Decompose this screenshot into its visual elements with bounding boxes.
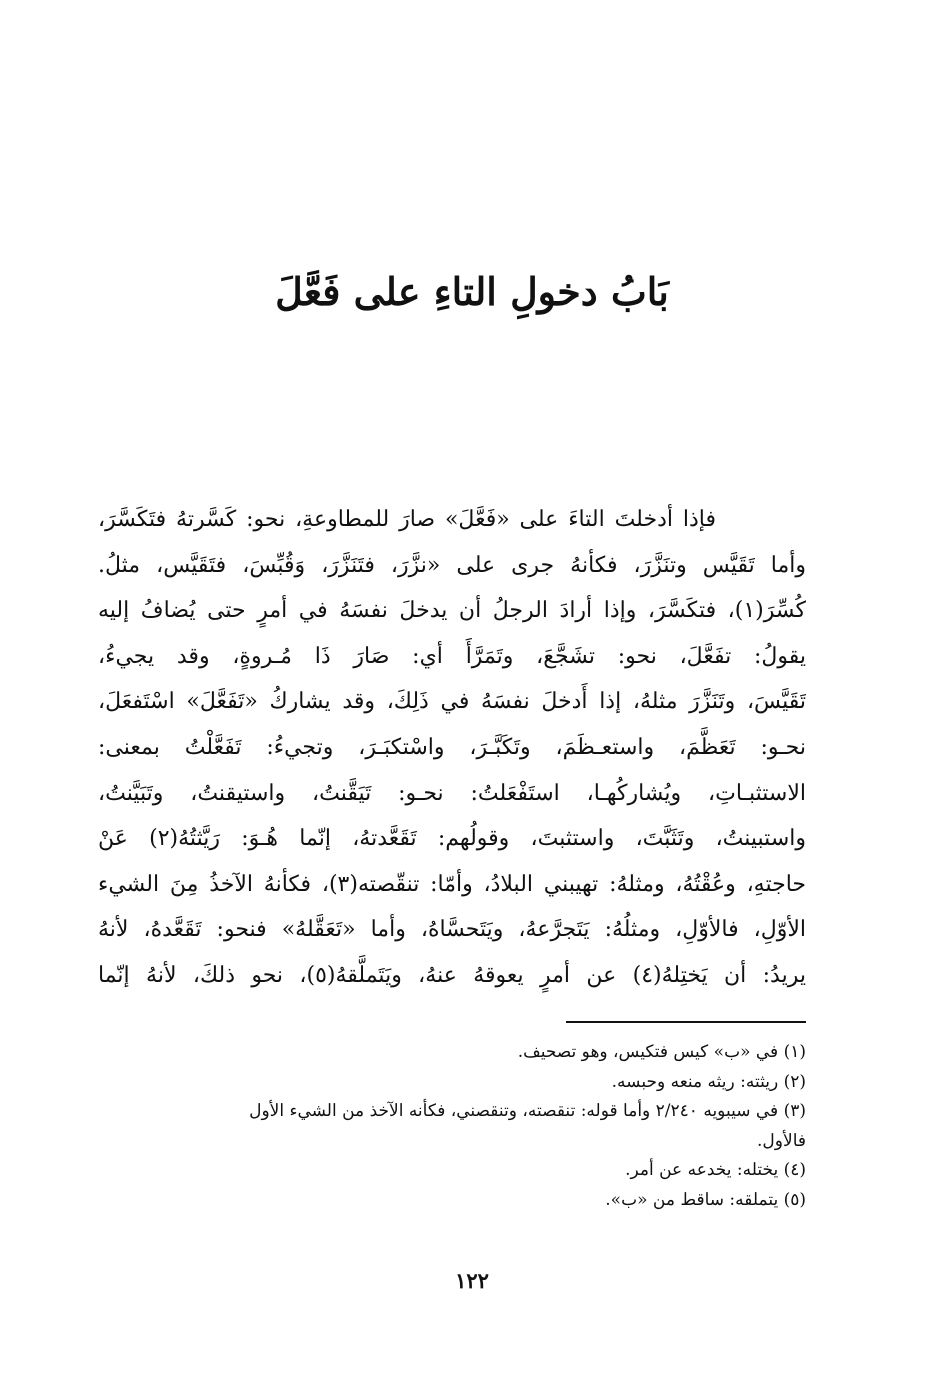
page-number: ١٢٢ bbox=[455, 1268, 489, 1293]
footnote-3: (٣) في سيبويه ٢/٢٤٠ وأما قوله: تنقصته، وتنقصني، فكأنه الآخذ من الشيء الأول bbox=[249, 1101, 806, 1121]
chapter-title: بَابُ دخولِ التاءِ على فَعَّلَ bbox=[275, 269, 669, 314]
body-line: واستبينتُ، وتَثَبَّتَ، واستثبتَ، وقولُهم: تَقَعَّدتهُ، إنّما هُـوَ: رَيَّثتُهُ(٢) عَنْ bbox=[98, 826, 806, 852]
body-line: نحـو: تَعَظَّمَ، واستعـظَمَ، وتَكَبَّـرَ، واسْتكبَـرَ، وتجيءُ: تَفَعَّلْتُ بمعنى: bbox=[98, 734, 806, 760]
footnote-2: (٢) ريثته: ريثه منعه وحبسه. bbox=[611, 1071, 806, 1092]
footnotes bbox=[98, 1038, 806, 1215]
body-line: الأوّلِ، فالأوّلِ، ومثلُهُ: يَتَجرَّعهُ، ويَتَحسَّاهُ، وأما «تَعَقَّلهُ» فنحو: تَقَعَّدهُ، لأنهُ bbox=[98, 917, 806, 943]
footnote-divider bbox=[566, 1021, 806, 1023]
body-line: كُسِّرَ(١)، فتكَسَّرَ، وإذا أرادَ الرجلُ أن يدخلَ نفسَهُ في أمرٍ حتى يُضافُ إليه bbox=[98, 598, 806, 624]
footnote-1: (١) في «ب» كيس فتكيس، وهو تصحيف. bbox=[517, 1042, 806, 1062]
body-line: يقولُ: تفَعَّلَ، نحو: تشَجَّعَ، وتَمَرَّأَ أي: صَارَ ذَا مُـروةٍ، وقد يجيءُ، bbox=[98, 643, 806, 669]
footnote-4: (٤) يختله: يخدعه عن أمر. bbox=[625, 1160, 806, 1180]
body-line: حاجتهِ، وعُقْتُهُ، ومثلهُ: تهيبني البلادُ، وأمّا: تنقّصته(٣)، فكأنهُ الآخذُ مِنَ الشيء bbox=[98, 871, 806, 897]
body-line: فإذا أدخلتَ التاءَ على «فَعَّلَ» صارَ للمطاوعةِ، نحو: كَسَّرتهُ فتَكَسَّرَ، bbox=[98, 507, 716, 532]
body-line: تَقَيَّسَ، وتَنَزَّرَ مثلهُ، إذا أَدخلَ نفسَهُ في ذَلِكَ، وقد يشاركُ «تَفَعَّلَ» اسْتَفعَلَ، bbox=[98, 689, 806, 715]
footnote-5: (٥) يتملقه: ساقط من «ب». bbox=[605, 1189, 806, 1210]
body-line: يريدُ: أن يَختِلهُ(٤) عن أمرٍ يعوقهُ عنهُ، ويَتَملَّقهُ(٥)، نحو ذلكَ، لأنهُ إنّما bbox=[98, 962, 806, 988]
body-text bbox=[98, 497, 806, 999]
body-line: وأما تَقَيَّس وتنَزَّرَ، فكأنهُ جرى على «نزَّرَ، فتَنَزَّرَ، وَقُبِّسَ، فتَقَيَّس، مثلُ. bbox=[98, 552, 806, 578]
body-line: الاستثبـاتِ، ويُشاركُهـا، استَفْعَلتُ: نحـو: تَيَقَّنتُ، واستيقنتُ، وتَبَيَّنتُ، bbox=[98, 780, 806, 806]
footnote-3-continued: فالأول. bbox=[757, 1130, 806, 1151]
